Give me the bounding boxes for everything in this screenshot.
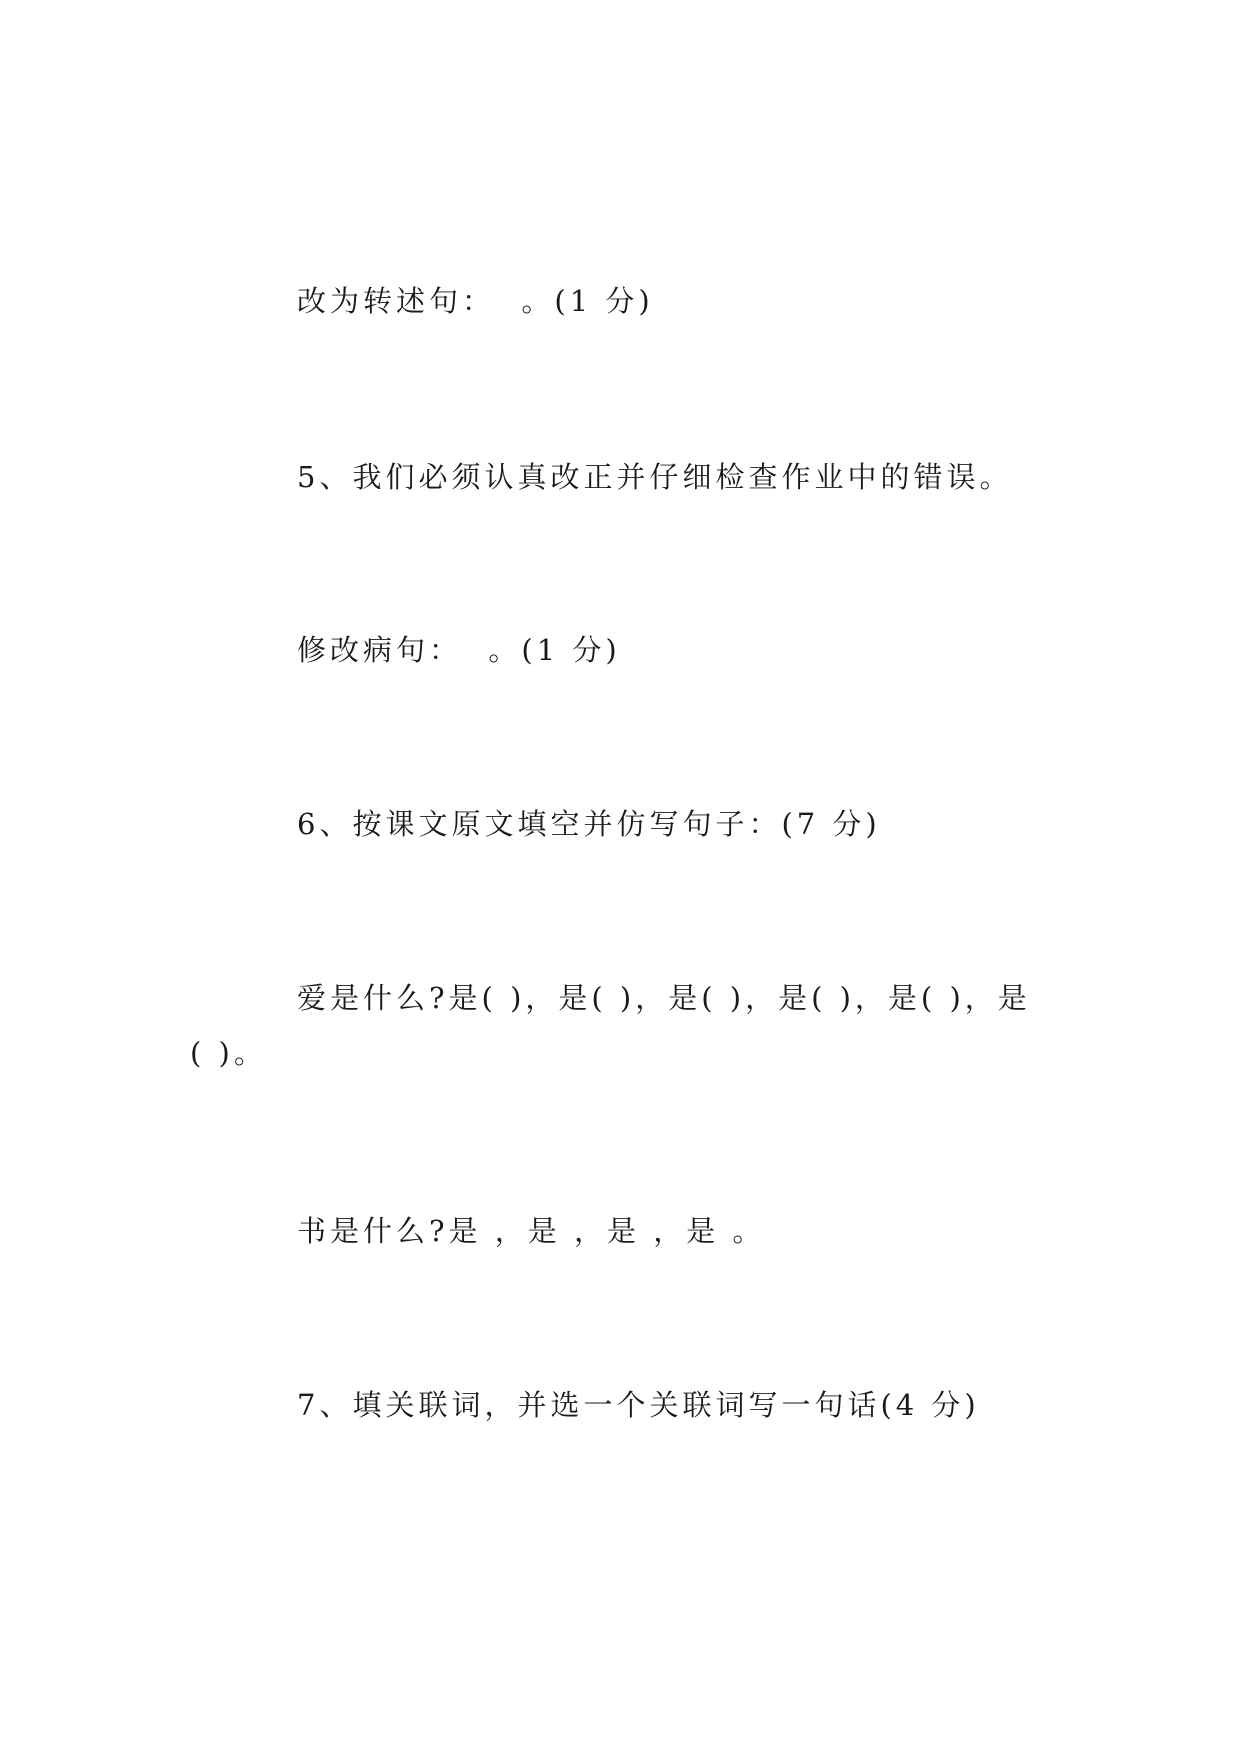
rewrite-indirect-speech-prompt: 改为转述句： 。(1 分): [297, 284, 654, 318]
question-6-heading: 6、按课文原文填空并仿写句子：(7 分): [297, 807, 881, 841]
what-is-love-line: 爱是什么?是( )，是( )，是( )，是( )，是( )，是: [297, 981, 1031, 1015]
question-5-sentence: 5、我们必须认真改正并仔细检查作业中的错误。: [297, 460, 1013, 494]
what-is-love-continuation: ( )。: [190, 1036, 267, 1070]
what-is-book-line: 书是什么?是 ，是 ，是 ，是 。: [297, 1214, 766, 1248]
question-7-heading: 7、填关联词，并选一个关联词写一句话(4 分): [297, 1388, 980, 1422]
correct-sentence-prompt: 修改病句： 。(1 分): [297, 633, 621, 667]
